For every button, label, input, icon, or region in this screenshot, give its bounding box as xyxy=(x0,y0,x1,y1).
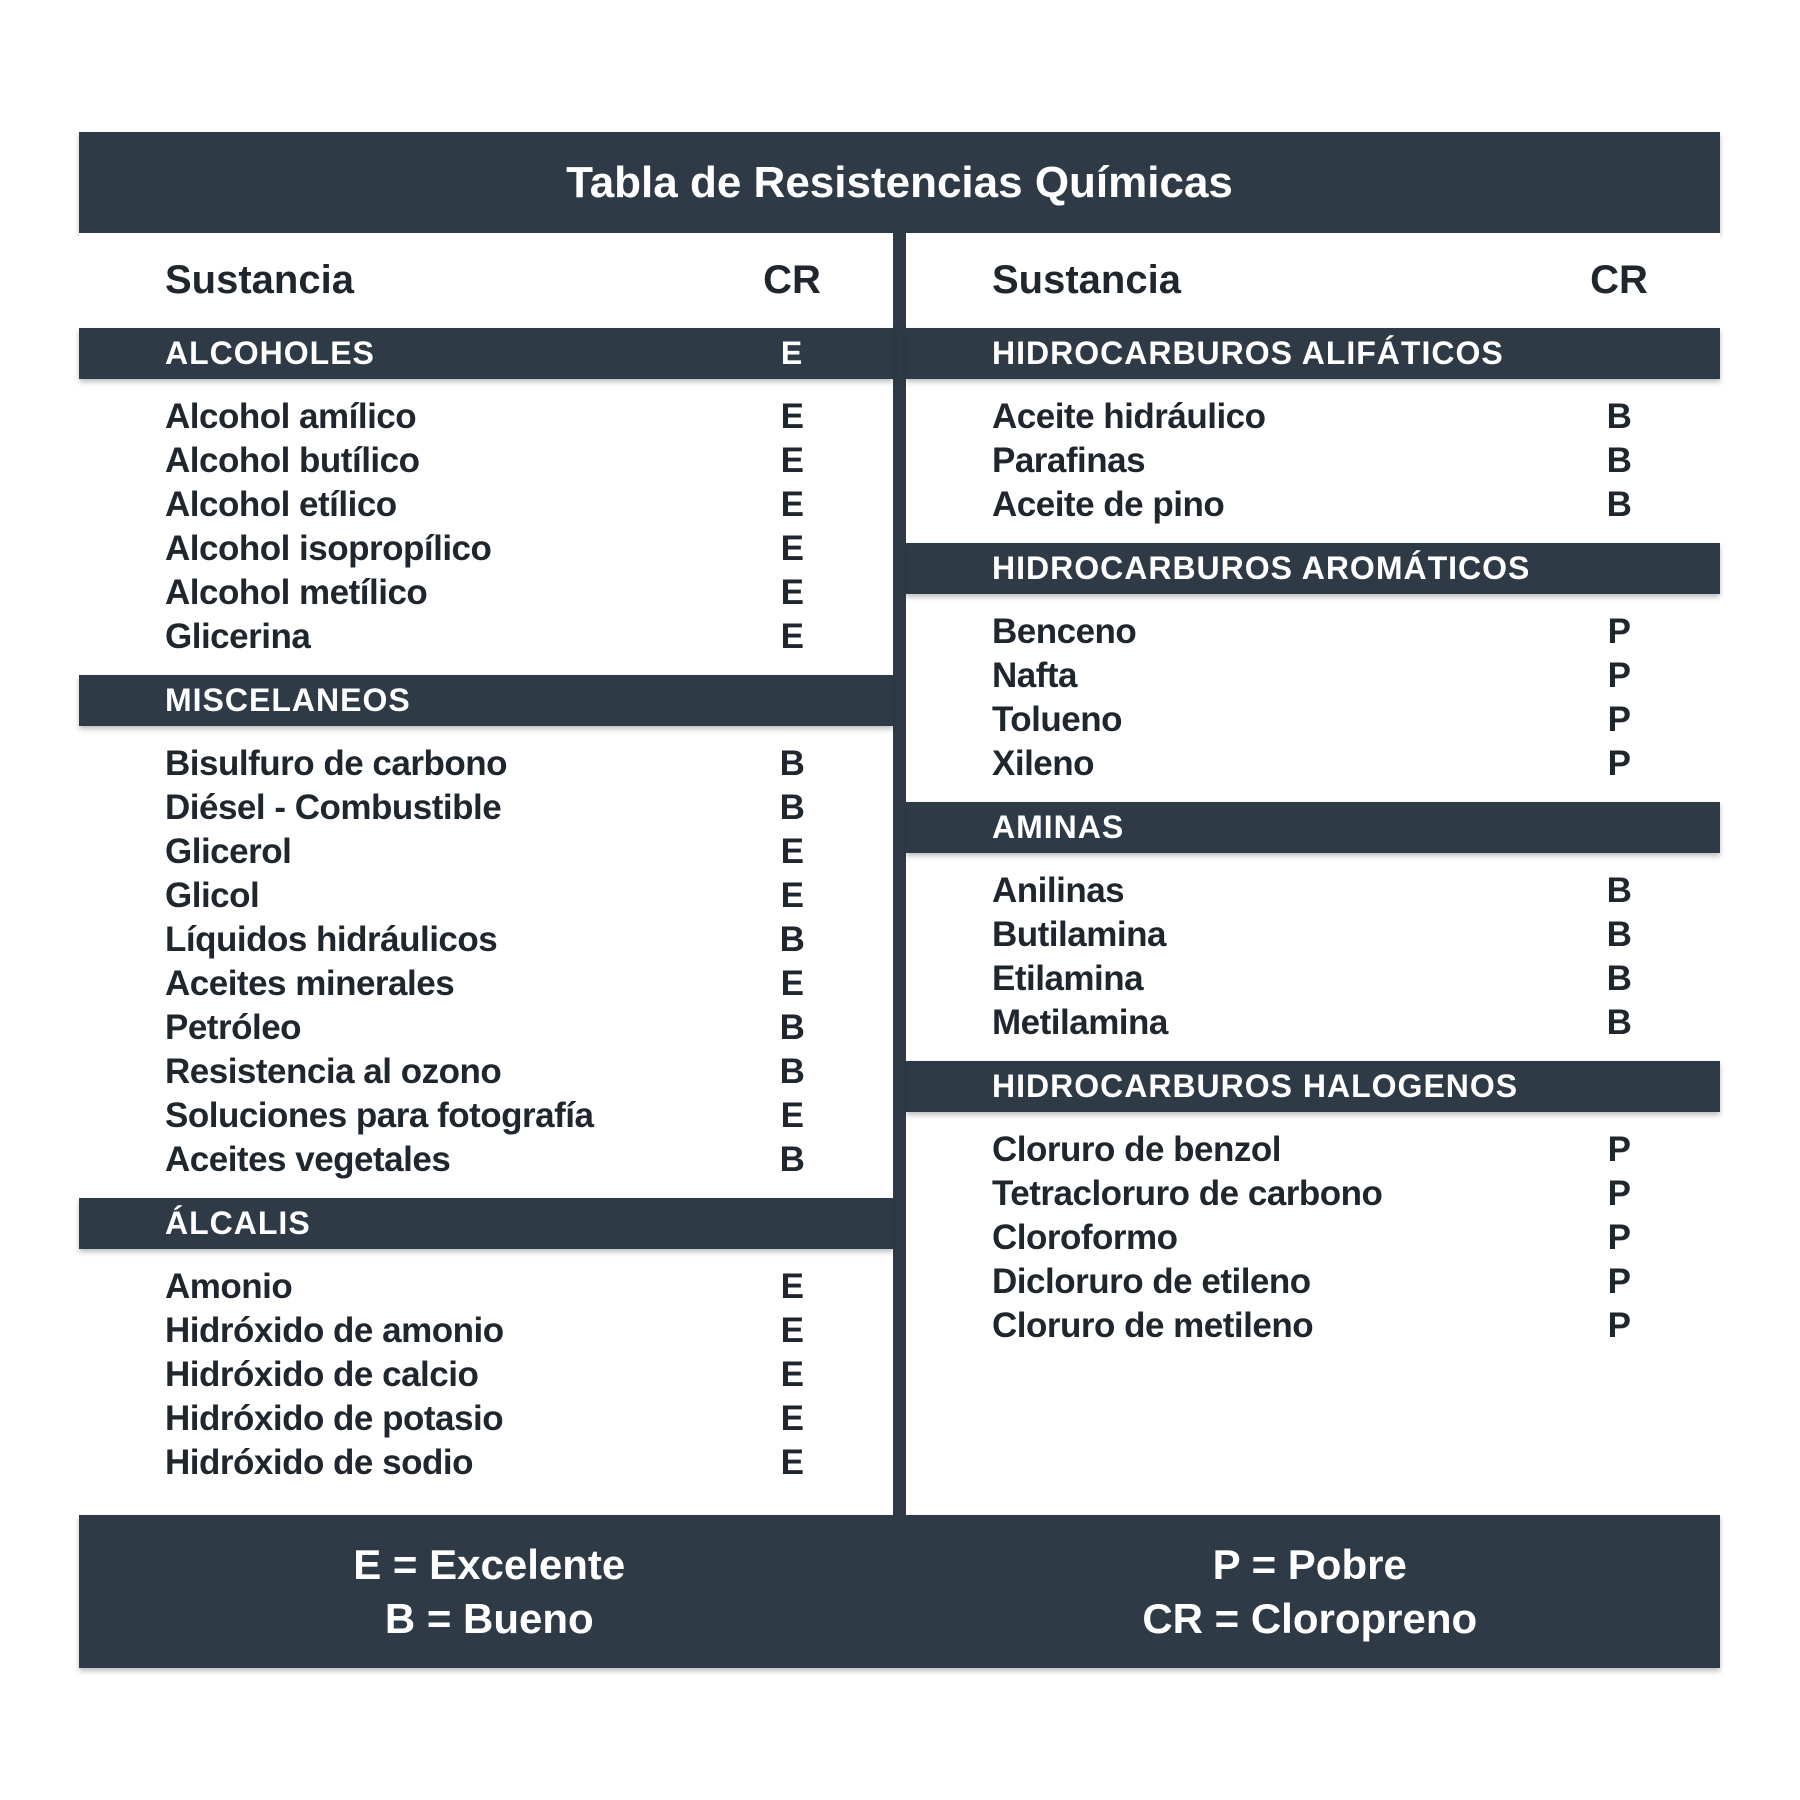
substance-name: Aceite hidráulico xyxy=(992,397,1266,436)
column-divider xyxy=(893,233,906,1515)
substance-name: Cloroformo xyxy=(992,1218,1178,1257)
rating-value: E xyxy=(780,1443,804,1482)
substance-column xyxy=(79,233,893,1515)
table-row xyxy=(906,1001,1720,1045)
table-row xyxy=(79,1006,893,1050)
section-header-bar xyxy=(906,1061,1720,1112)
rating-value: E xyxy=(780,832,804,871)
table-row xyxy=(79,1353,893,1397)
table-row xyxy=(79,395,893,439)
table-row xyxy=(906,439,1720,483)
substance-name: Aceites minerales xyxy=(165,964,455,1003)
rating-value: E xyxy=(780,1355,804,1394)
table-title: Tabla de Resistencias Químicas xyxy=(566,157,1233,207)
legend-bar xyxy=(79,1515,1720,1668)
substance-name: Hidróxido de amonio xyxy=(165,1311,504,1350)
substance-name: Bisulfuro de carbono xyxy=(165,744,507,783)
table-row xyxy=(79,527,893,571)
section xyxy=(79,1198,893,1501)
table-row xyxy=(79,1309,893,1353)
section-header-bar xyxy=(79,1198,893,1249)
rating-value: E xyxy=(780,1311,804,1350)
section xyxy=(906,328,1720,543)
substance-name: Hidróxido de sodio xyxy=(165,1443,473,1482)
section-rating xyxy=(1559,328,1679,379)
substance-name: Alcohol etílico xyxy=(165,485,397,524)
substance-name: Cloruro de metileno xyxy=(992,1306,1314,1345)
substance-name: Alcohol isopropílico xyxy=(165,529,492,568)
rating-value: B xyxy=(1606,871,1632,910)
table-row xyxy=(906,654,1720,698)
table-row xyxy=(79,786,893,830)
substance-name: Amonio xyxy=(165,1267,293,1306)
substance-name: Diésel - Combustible xyxy=(165,788,502,827)
section-name: HIDROCARBUROS ALIFÁTICOS xyxy=(992,335,1504,371)
substance-name: Alcohol amílico xyxy=(165,397,417,436)
column-header-row xyxy=(79,233,893,328)
section-rating xyxy=(1559,543,1679,594)
rating-value: E xyxy=(780,1096,804,1135)
table-row xyxy=(906,395,1720,439)
legend-line: P = Pobre xyxy=(1212,1540,1407,1588)
substance-name: Aceites vegetales xyxy=(165,1140,451,1179)
rating-value: B xyxy=(779,788,805,827)
rating-header-label: CR xyxy=(1590,258,1648,302)
substance-name: Butilamina xyxy=(992,915,1166,954)
rating-value: E xyxy=(780,964,804,1003)
substance-name: Soluciones para fotografía xyxy=(165,1096,594,1135)
section-rating xyxy=(1559,1061,1679,1112)
substance-name: Glicerina xyxy=(165,617,311,656)
section-header-bar xyxy=(79,328,893,379)
substance-name: Cloruro de benzol xyxy=(992,1130,1281,1169)
section-header-bar xyxy=(906,543,1720,594)
table-row xyxy=(906,1172,1720,1216)
rating-value: E xyxy=(780,1399,804,1438)
substance-name: Xileno xyxy=(992,744,1095,783)
section xyxy=(906,1061,1720,1364)
table-row xyxy=(906,957,1720,1001)
table-body xyxy=(79,233,1720,1515)
table-row xyxy=(79,1397,893,1441)
section-rating xyxy=(732,675,852,726)
table-row xyxy=(79,1265,893,1309)
table-row xyxy=(79,918,893,962)
rating-value: P xyxy=(1607,744,1631,783)
table-row xyxy=(79,1138,893,1182)
substance-header-label: Sustancia xyxy=(992,258,1181,302)
table-row xyxy=(906,1304,1720,1348)
rating-value: E xyxy=(780,529,804,568)
table-row xyxy=(906,483,1720,527)
rating-header-label: CR xyxy=(763,258,821,302)
table-row xyxy=(906,742,1720,786)
section-name: HIDROCARBUROS HALOGENOS xyxy=(992,1068,1519,1104)
section-name: ÁLCALIS xyxy=(165,1205,311,1241)
section-name: ALCOHOLES xyxy=(165,335,375,371)
table-row xyxy=(906,913,1720,957)
substance-name: Benceno xyxy=(992,612,1137,651)
section xyxy=(79,675,893,1198)
table-title-bar xyxy=(79,132,1720,233)
rating-value: B xyxy=(779,1052,805,1091)
table-row xyxy=(79,483,893,527)
table-row xyxy=(79,571,893,615)
section-name: MISCELANEOS xyxy=(165,682,411,718)
substance-name: Alcohol metílico xyxy=(165,573,428,612)
table-row xyxy=(79,439,893,483)
table-row xyxy=(906,698,1720,742)
substance-name: Alcohol butílico xyxy=(165,441,420,480)
rating-value: B xyxy=(1606,1003,1632,1042)
section xyxy=(906,802,1720,1061)
table-row xyxy=(906,610,1720,654)
rating-value: E xyxy=(780,397,804,436)
rating-value: B xyxy=(779,1008,805,1047)
table-row xyxy=(79,1094,893,1138)
rating-value: B xyxy=(1606,915,1632,954)
section-header-bar xyxy=(79,675,893,726)
substance-name: Etilamina xyxy=(992,959,1144,998)
rating-value: P xyxy=(1607,1130,1631,1169)
table-row xyxy=(906,1216,1720,1260)
table-row xyxy=(906,869,1720,913)
rating-value: E xyxy=(780,441,804,480)
substance-name: Anilinas xyxy=(992,871,1125,910)
rating-value: E xyxy=(780,1267,804,1306)
table-row xyxy=(79,830,893,874)
rating-value: P xyxy=(1607,656,1631,695)
section-name: AMINAS xyxy=(992,809,1125,845)
section-header-bar xyxy=(906,328,1720,379)
substance-name: Hidróxido de calcio xyxy=(165,1355,479,1394)
substance-name: Glicol xyxy=(165,876,260,915)
substance-name: Aceite de pino xyxy=(992,485,1225,524)
substance-name: Tetracloruro de carbono xyxy=(992,1174,1383,1213)
section-rating: E xyxy=(780,335,804,371)
rating-value: E xyxy=(780,876,804,915)
substance-header-label: Sustancia xyxy=(165,258,354,302)
table-row xyxy=(79,615,893,659)
section-rating xyxy=(732,1198,852,1249)
substance-name: Tolueno xyxy=(992,700,1122,739)
rating-value: B xyxy=(1606,441,1632,480)
table-row xyxy=(79,1050,893,1094)
substance-name: Metilamina xyxy=(992,1003,1168,1042)
rating-value: E xyxy=(780,617,804,656)
legend-left xyxy=(79,1515,900,1668)
rating-value: B xyxy=(779,1140,805,1179)
substance-name: Glicerol xyxy=(165,832,292,871)
section xyxy=(906,543,1720,802)
legend-line: B = Bueno xyxy=(384,1594,594,1642)
table-row xyxy=(79,1441,893,1485)
rating-value: B xyxy=(779,920,805,959)
column-header-row xyxy=(906,233,1720,328)
rating-value: P xyxy=(1607,1218,1631,1257)
substance-column xyxy=(906,233,1720,1515)
table-row xyxy=(79,742,893,786)
legend-line: E = Excelente xyxy=(353,1540,626,1588)
substance-name: Resistencia al ozono xyxy=(165,1052,502,1091)
rating-value: B xyxy=(1606,397,1632,436)
section-name: HIDROCARBUROS AROMÁTICOS xyxy=(992,550,1531,586)
section-header-bar xyxy=(906,802,1720,853)
substance-name: Nafta xyxy=(992,656,1078,695)
table-row xyxy=(906,1260,1720,1304)
substance-name: Hidróxido de potasio xyxy=(165,1399,504,1438)
rating-value: B xyxy=(779,744,805,783)
rating-value: B xyxy=(1606,959,1632,998)
substance-name: Petróleo xyxy=(165,1008,302,1047)
rating-value: P xyxy=(1607,612,1631,651)
table-row xyxy=(79,874,893,918)
legend-line: CR = Cloropreno xyxy=(1142,1594,1478,1642)
section xyxy=(79,328,893,675)
rating-value: P xyxy=(1607,1174,1631,1213)
substance-name: Líquidos hidráulicos xyxy=(165,920,498,959)
substance-name: Dicloruro de etileno xyxy=(992,1262,1311,1301)
table-row xyxy=(79,962,893,1006)
legend-right xyxy=(900,1515,1721,1668)
rating-value: B xyxy=(1606,485,1632,524)
rating-value: P xyxy=(1607,1262,1631,1301)
table-row xyxy=(906,1128,1720,1172)
rating-value: P xyxy=(1607,1306,1631,1345)
rating-value: E xyxy=(780,573,804,612)
section-rating xyxy=(1559,802,1679,853)
rating-value: P xyxy=(1607,700,1631,739)
substance-name: Parafinas xyxy=(992,441,1146,480)
rating-value: E xyxy=(780,485,804,524)
